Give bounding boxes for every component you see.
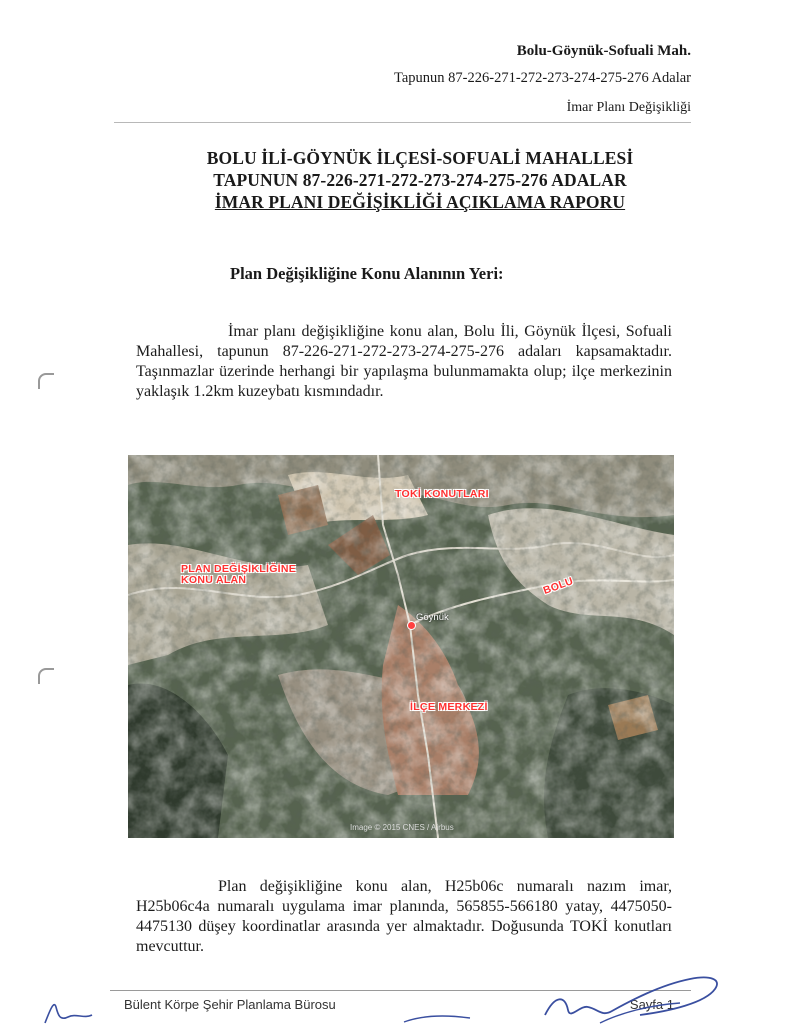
punch-hole-mark [38, 668, 54, 684]
location-pin-icon [407, 621, 416, 630]
satellite-map-image [128, 455, 674, 838]
paragraph-coordinates: Plan değişikliğine konu alan, H25b06c numaralı nazım imar, H25b06c4a numaralı uygulama imar planında, 565855-566180 yatay, 4475050-4475130 düşey koordinatlar arasında yer almaktadır. Doğusunda TOKİ konutları mevcuttur. [136, 878, 672, 955]
map-town-name: Göynük [416, 612, 449, 623]
signature-mark-middle [400, 1010, 480, 1024]
title-line-2: TAPUNUN 87-226-271-272-273-274-275-276 ADALAR [213, 170, 627, 190]
header-location: Bolu-Göynük-Sofuali Mah. [516, 43, 691, 59]
signature-mark-left [40, 995, 100, 1024]
footer-page-number: Sayfa 1 [629, 997, 674, 1012]
map-label-toki: TOKİ KONUTLARI [395, 488, 489, 500]
map-label-district-center: İLÇE MERKEZİ [410, 701, 488, 713]
title-line-3: İMAR PLANI DEĞİŞİKLİĞİ AÇIKLAMA RAPORU [214, 192, 626, 212]
satellite-terrain [128, 455, 674, 838]
map-label-plan-area: PLAN DEĞİŞİKLİĞİNE KONU ALAN [181, 563, 297, 586]
paragraph-location: İmar planı değişikliğine konu alan, Bolu İli, Göynük İlçesi, Sofuali Mahallesi, tapunun 87-226-271-272-273-274-275-276 adaları kapsamaktadır. Taşınmazlar üzerinde herhangi bir yapılaşma bulunmamakta olup; ilçe merkezinin yaklaşık 1.2km kuzeybatı kısmındadır. [136, 323, 672, 400]
header-divider [114, 122, 691, 123]
map-label-bolu: BOLU [541, 575, 575, 597]
footer-divider [110, 990, 691, 991]
footer-office: Bülent Körpe Şehir Planlama Bürosu [124, 997, 336, 1012]
signature-mark-right [540, 965, 730, 1024]
header-parcels: Tapunun 87-226-271-272-273-274-275-276 Adalar [394, 70, 691, 86]
map-attribution: Image © 2015 CNES / Airbus [350, 823, 454, 832]
section-heading: Plan Değişikliğine Konu Alanının Yeri: [230, 264, 504, 283]
header-subject: İmar Planı Değişikliği [566, 100, 691, 115]
report-title [120, 147, 720, 213]
punch-hole-mark [38, 373, 54, 389]
title-line-1: BOLU İLİ-GÖYNÜK İLÇESİ-SOFUALİ MAHALLESİ [206, 148, 634, 168]
